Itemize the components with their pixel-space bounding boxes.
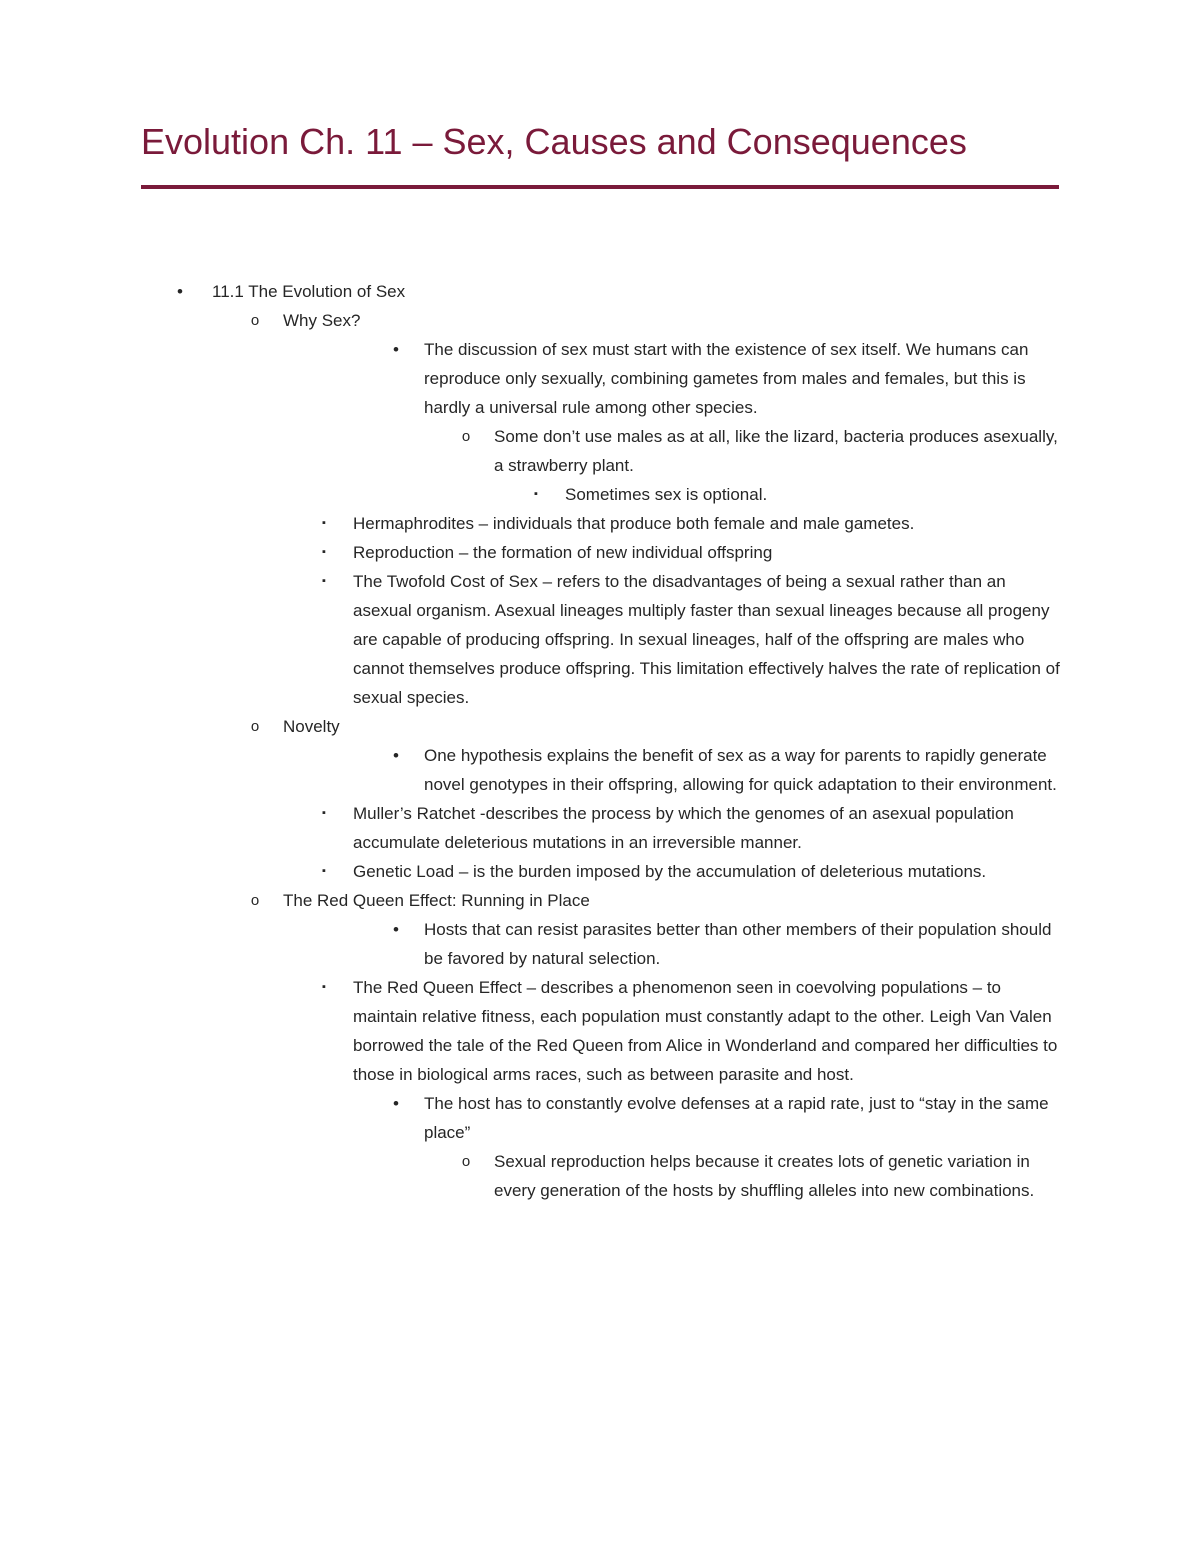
bullet-disc-icon: • bbox=[393, 746, 399, 765]
bullet-square-icon: ▪ bbox=[322, 517, 326, 529]
outline-item-text: Hermaphrodites – individuals that produce both female and male gametes. bbox=[353, 514, 915, 533]
outline-item-text: The Red Queen Effect – describes a phenomenon seen in coevolving populations – to maintain relative fitness, each population must constantly adapt to the other. Leigh Van Valen borrowed the tale of the Red Queen from Alice in Wonderland and compared her difficulties to those in biological arms races, such as between parasite and host. bbox=[353, 978, 1058, 1084]
bullet-square-icon: ▪ bbox=[322, 807, 326, 819]
bullet-square-icon: ▪ bbox=[322, 981, 326, 993]
title-underline bbox=[141, 185, 1059, 189]
outline-item bbox=[0, 1147, 1200, 1205]
outline-item-text: The host has to constantly evolve defenses at a rapid rate, just to “stay in the same place” bbox=[424, 1094, 1049, 1142]
outline-item bbox=[0, 712, 1200, 741]
outline-item bbox=[0, 886, 1200, 915]
bullet-disc-icon: • bbox=[393, 340, 399, 359]
outline-item-text: Muller’s Ratchet -describes the process by which the genomes of an asexual population accumulate deleterious mutations in an irreversible manner. bbox=[353, 804, 1014, 852]
bullet-circle-icon: o bbox=[461, 1153, 471, 1170]
outline-item-text: Hosts that can resist parasites better than other members of their population should be favored by natural selection. bbox=[424, 920, 1052, 968]
bullet-square-icon: ▪ bbox=[322, 575, 326, 587]
outline-item bbox=[0, 509, 1200, 538]
bullet-square-icon: ▪ bbox=[322, 546, 326, 558]
outline-item-text: 11.1 The Evolution of Sex bbox=[212, 282, 406, 301]
outline-item-text: One hypothesis explains the benefit of sex as a way for parents to rapidly generate novel genotypes in their offspring, allowing for quick adaptation to their environment. bbox=[424, 746, 1057, 794]
bullet-circle-icon: o bbox=[250, 892, 260, 909]
outline-item bbox=[0, 799, 1200, 857]
outline-item-text: The discussion of sex must start with the existence of sex itself. We humans can reproduce only sexually, combining gametes from males and females, but this is hardly a universal rule among other species. bbox=[424, 340, 1029, 417]
outline-item-text: Sometimes sex is optional. bbox=[565, 485, 768, 504]
bullet-circle-icon: o bbox=[461, 428, 471, 445]
document-title: Evolution Ch. 11 – Sex, Causes and Consequences bbox=[141, 121, 967, 162]
bullet-square-icon: ▪ bbox=[322, 865, 326, 877]
outline-item bbox=[0, 277, 1200, 306]
outline-item-text: Some don’t use males as at all, like the lizard, bacteria produces asexually, a strawberry plant. bbox=[494, 427, 1058, 475]
outline-item bbox=[0, 335, 1200, 422]
outline-item-text: Genetic Load – is the burden imposed by the accumulation of deleterious mutations. bbox=[353, 862, 987, 881]
outline-item bbox=[0, 741, 1200, 799]
bullet-circle-icon: o bbox=[250, 312, 260, 329]
outline-item bbox=[0, 306, 1200, 335]
outline-item bbox=[0, 538, 1200, 567]
outline-item-text: Novelty bbox=[283, 717, 340, 736]
outline-item bbox=[0, 422, 1200, 480]
bullet-disc-icon: • bbox=[393, 1094, 399, 1113]
outline-item-text: Sexual reproduction helps because it creates lots of genetic variation in every generation of the hosts by shuffling alleles into new combinations. bbox=[494, 1152, 1035, 1200]
bullet-disc-icon: • bbox=[177, 282, 183, 301]
bullet-disc-icon: • bbox=[393, 920, 399, 939]
outline-item bbox=[0, 857, 1200, 886]
bullet-circle-icon: o bbox=[250, 718, 260, 735]
outline-item bbox=[0, 567, 1200, 712]
outline-item bbox=[0, 973, 1200, 1089]
outline-item-text: Reproduction – the formation of new individual offspring bbox=[353, 543, 773, 562]
outline-item-text: Why Sex? bbox=[283, 311, 361, 330]
outline-item bbox=[0, 915, 1200, 973]
bullet-square-icon: ▪ bbox=[534, 488, 538, 500]
outline-item bbox=[0, 480, 1200, 509]
outline-item-text: The Red Queen Effect: Running in Place bbox=[283, 891, 590, 910]
outline-item-text: The Twofold Cost of Sex – refers to the disadvantages of being a sexual rather than an asexual organism. Asexual lineages multiply faster than sexual lineages because all progeny are capable of producing offspring. In sexual lineages, half of the offspring are males who cannot themselves produce offspring. This limitation effectively halves the rate of replication of sexual species. bbox=[353, 572, 1060, 707]
outline-item bbox=[0, 1089, 1200, 1147]
notes-outline bbox=[0, 277, 1200, 1205]
